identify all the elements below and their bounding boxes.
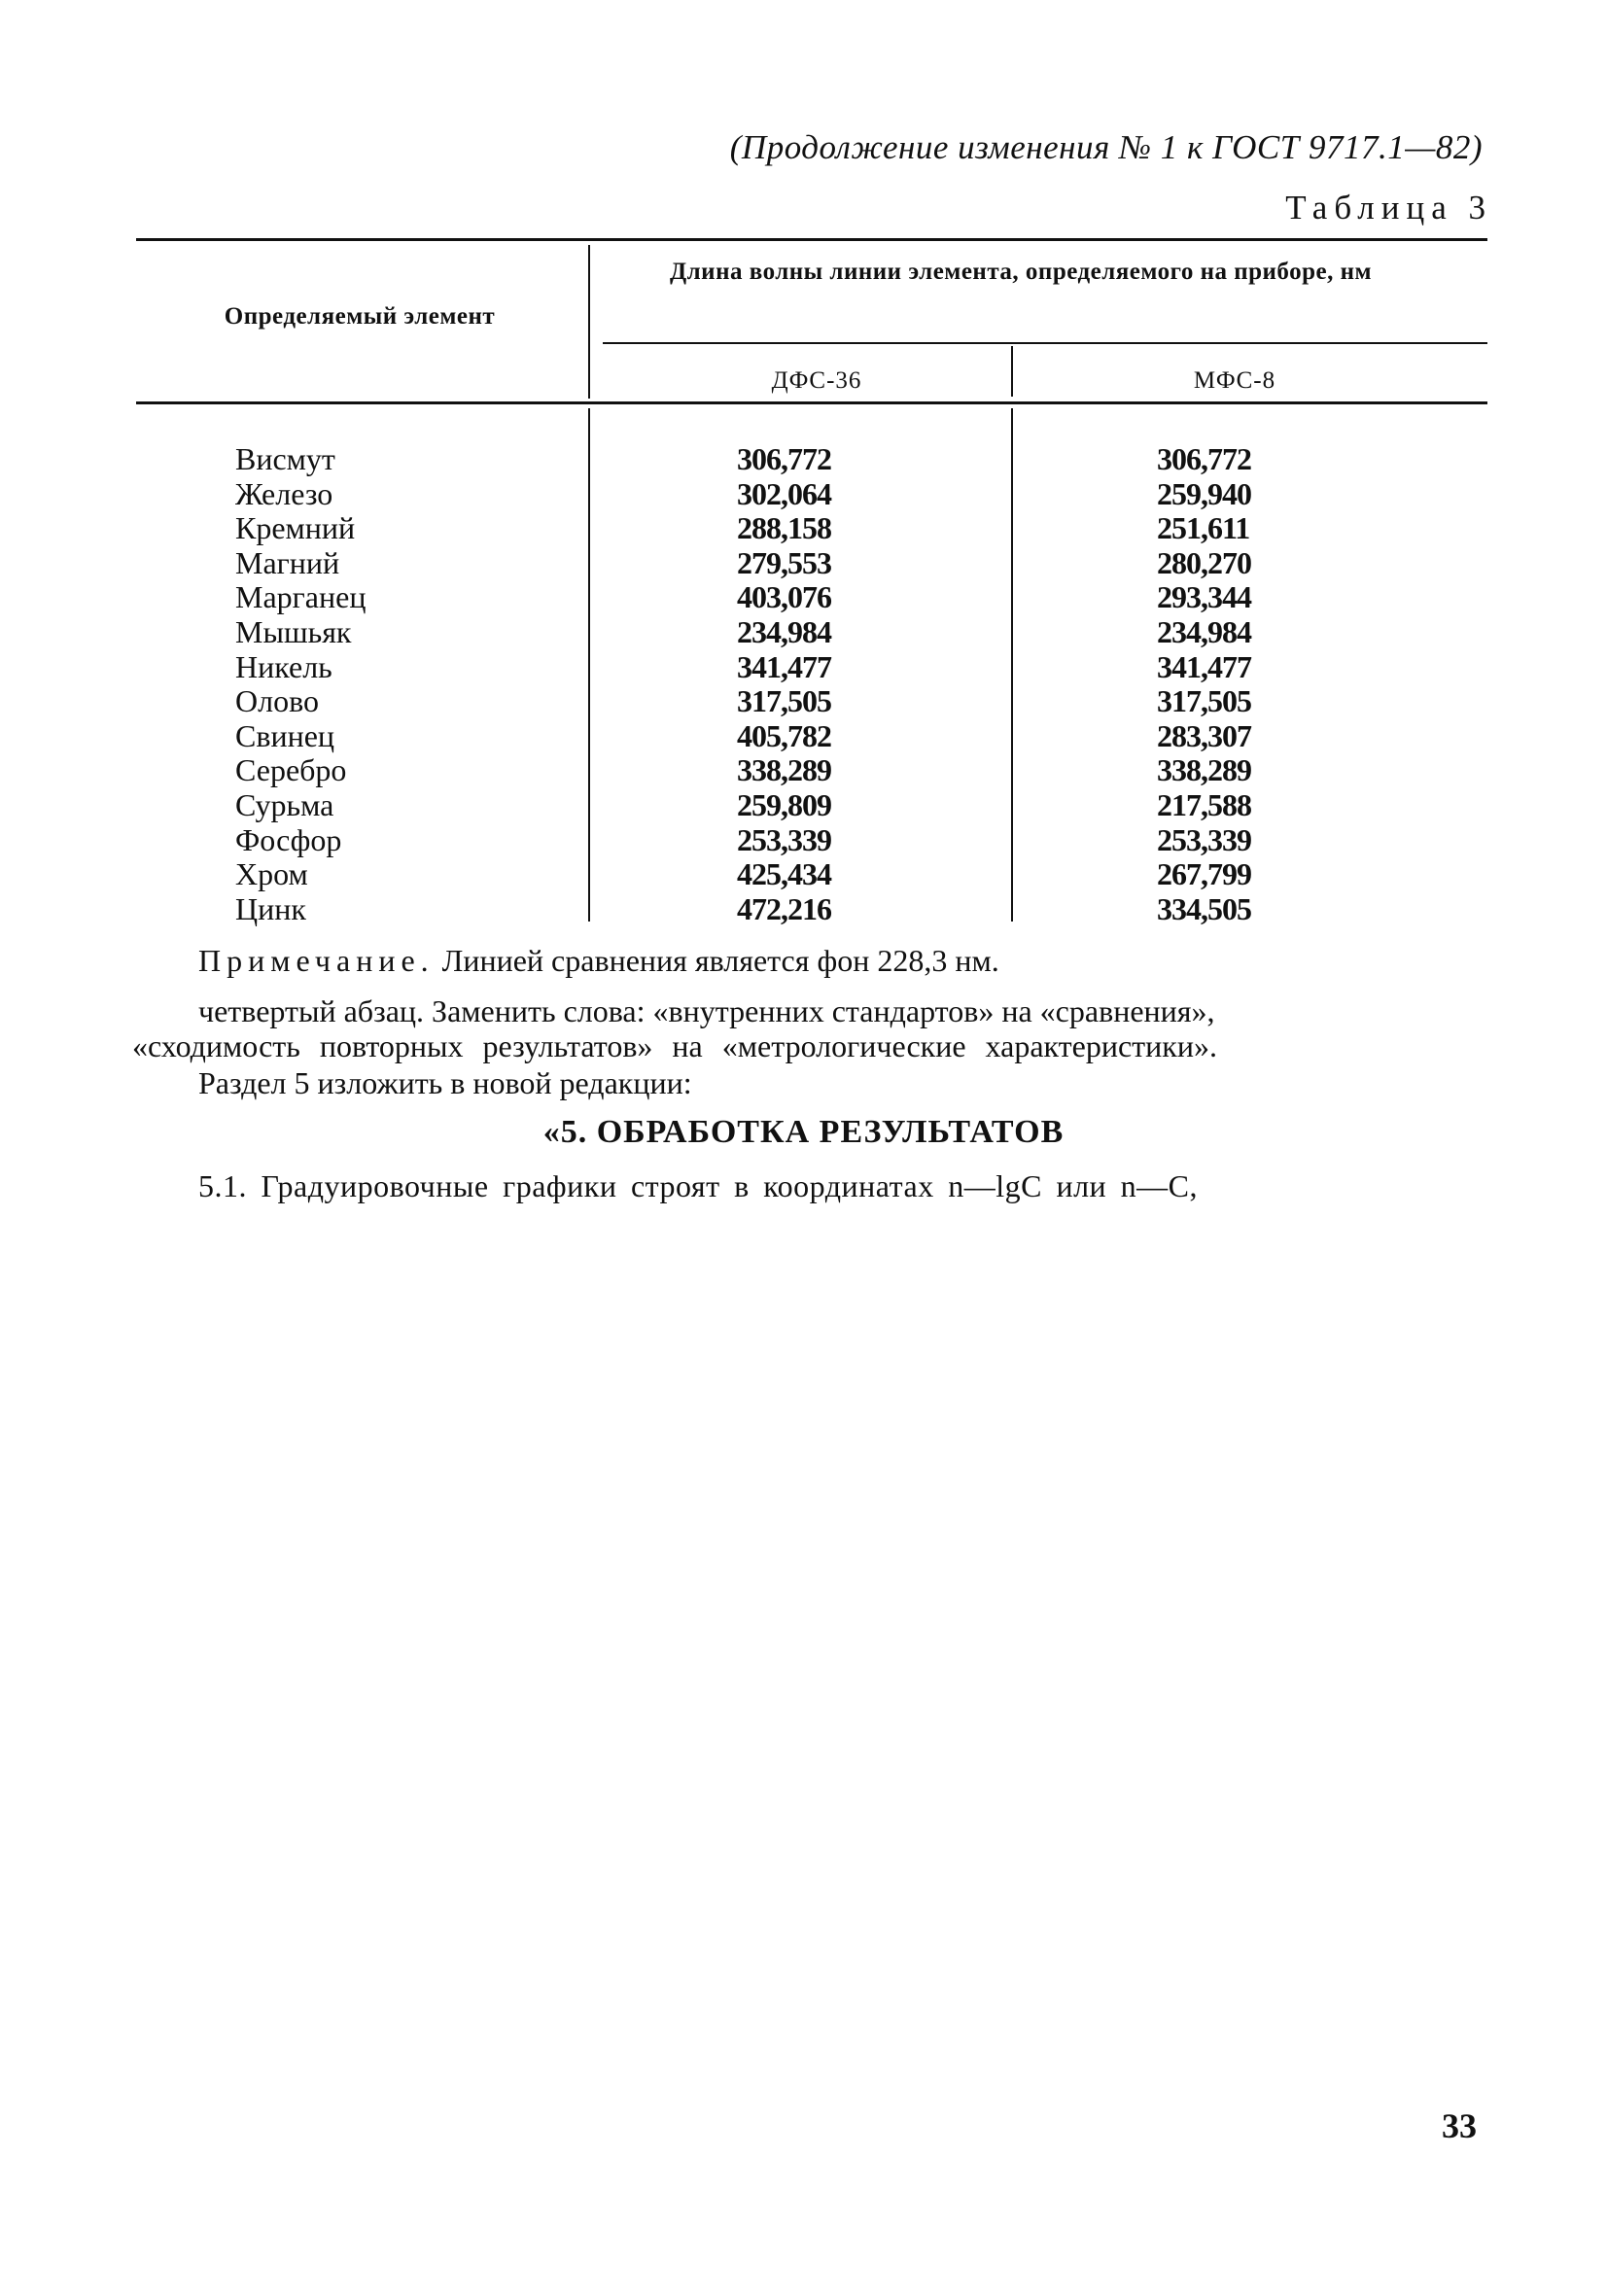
note-label: Примечание. bbox=[198, 943, 435, 978]
paragraph-line: «сходимость повторных результатов» на «метрологические характеристики». bbox=[132, 1028, 1217, 1063]
paragraph-replacement bbox=[132, 993, 1474, 1063]
page-number: 33 bbox=[1442, 2106, 1477, 2145]
table-top-rule bbox=[136, 238, 1487, 241]
mfs-value-cell: 253,339 bbox=[1157, 821, 1251, 857]
continuation-header: (Продолжение изменения № 1 к ГОСТ 9717.1—82) bbox=[729, 128, 1483, 166]
mfs-value-cell: 341,477 bbox=[1157, 648, 1251, 684]
dfs-value-cell: 253,339 bbox=[737, 821, 831, 857]
table-body bbox=[0, 442, 1607, 926]
element-cell: Марганец bbox=[235, 579, 367, 615]
table-row bbox=[0, 615, 1607, 650]
element-cell: Олово bbox=[235, 683, 319, 719]
dfs-value-cell: 403,076 bbox=[737, 579, 831, 615]
header-bottom-rule bbox=[136, 401, 1487, 404]
mfs-value-cell: 259,940 bbox=[1157, 475, 1251, 511]
section-title: «5. ОБРАБОТКА РЕЗУЛЬТАТОВ bbox=[542, 1114, 1065, 1150]
table-row bbox=[0, 719, 1607, 754]
table-row bbox=[0, 580, 1607, 615]
element-cell: Цинк bbox=[235, 890, 306, 926]
table-row bbox=[0, 788, 1607, 823]
dfs-value-cell: 425,434 bbox=[737, 856, 831, 892]
dfs-value-cell: 234,984 bbox=[737, 613, 831, 649]
header-divider-left bbox=[588, 245, 590, 399]
mfs-value-cell: 334,505 bbox=[1157, 890, 1251, 926]
element-cell: Магний bbox=[235, 544, 340, 580]
element-cell: Сурьма bbox=[235, 786, 334, 822]
element-cell: Висмут bbox=[235, 441, 335, 476]
element-cell: Серебро bbox=[235, 752, 347, 788]
mfs-value-cell: 293,344 bbox=[1157, 579, 1251, 615]
mfs-value-cell: 280,270 bbox=[1157, 544, 1251, 580]
dfs-value-cell: 338,289 bbox=[737, 752, 831, 788]
header-divider-mid bbox=[1011, 346, 1013, 397]
column-header-dfs: ДФС-36 bbox=[771, 367, 862, 394]
table-row bbox=[0, 823, 1607, 858]
mfs-value-cell: 317,505 bbox=[1157, 683, 1251, 719]
paragraph-section-intro: Раздел 5 изложить в новой редакции: bbox=[198, 1065, 692, 1100]
mfs-value-cell: 267,799 bbox=[1157, 856, 1251, 892]
table-row bbox=[0, 477, 1607, 512]
table-row bbox=[0, 684, 1607, 719]
table-row bbox=[0, 857, 1607, 892]
dfs-value-cell: 279,553 bbox=[737, 544, 831, 580]
table-caption: Таблица 3 bbox=[1285, 189, 1492, 226]
element-cell: Кремний bbox=[235, 510, 356, 546]
column-header-element: Определяемый элемент bbox=[224, 303, 496, 330]
table-row bbox=[0, 753, 1607, 788]
mfs-value-cell: 234,984 bbox=[1157, 613, 1251, 649]
element-cell: Железо bbox=[235, 475, 333, 511]
element-cell: Хром bbox=[235, 856, 308, 892]
element-cell: Мышьяк bbox=[235, 613, 352, 649]
paragraph-line: четвертый абзац. Заменить слова: «внутренних стандартов» на «сравнения», bbox=[198, 993, 1215, 1028]
mfs-value-cell: 338,289 bbox=[1157, 752, 1251, 788]
column-header-wavelength: Длина волны линии элемента, определяемого на приборе, нм bbox=[669, 259, 1373, 285]
note-text: Линией сравнения является фон 228,3 нм. bbox=[441, 943, 999, 978]
dfs-value-cell: 317,505 bbox=[737, 683, 831, 719]
table-row bbox=[0, 442, 1607, 477]
table-note bbox=[198, 943, 999, 979]
mfs-value-cell: 283,307 bbox=[1157, 717, 1251, 753]
table-row bbox=[0, 650, 1607, 685]
element-cell: Никель bbox=[235, 648, 332, 684]
mfs-value-cell: 306,772 bbox=[1157, 441, 1251, 476]
dfs-value-cell: 405,782 bbox=[737, 717, 831, 753]
dfs-value-cell: 288,158 bbox=[737, 510, 831, 546]
dfs-value-cell: 259,809 bbox=[737, 786, 831, 822]
dfs-value-cell: 306,772 bbox=[737, 441, 831, 476]
table-row bbox=[0, 546, 1607, 581]
dfs-value-cell: 472,216 bbox=[737, 890, 831, 926]
dfs-value-cell: 341,477 bbox=[737, 648, 831, 684]
element-cell: Фосфор bbox=[235, 821, 342, 857]
mfs-value-cell: 251,611 bbox=[1157, 510, 1250, 546]
mfs-value-cell: 217,588 bbox=[1157, 786, 1251, 822]
element-cell: Свинец bbox=[235, 717, 335, 753]
table-row bbox=[0, 892, 1607, 927]
table-row bbox=[0, 511, 1607, 546]
column-header-mfs: МФС-8 bbox=[1193, 367, 1276, 394]
paragraph-clause-5-1: 5.1. Градуировочные графики строят в координатах n—lgC или n—C, bbox=[198, 1168, 1198, 1203]
dfs-value-cell: 302,064 bbox=[737, 475, 831, 511]
header-inner-rule bbox=[603, 342, 1487, 344]
